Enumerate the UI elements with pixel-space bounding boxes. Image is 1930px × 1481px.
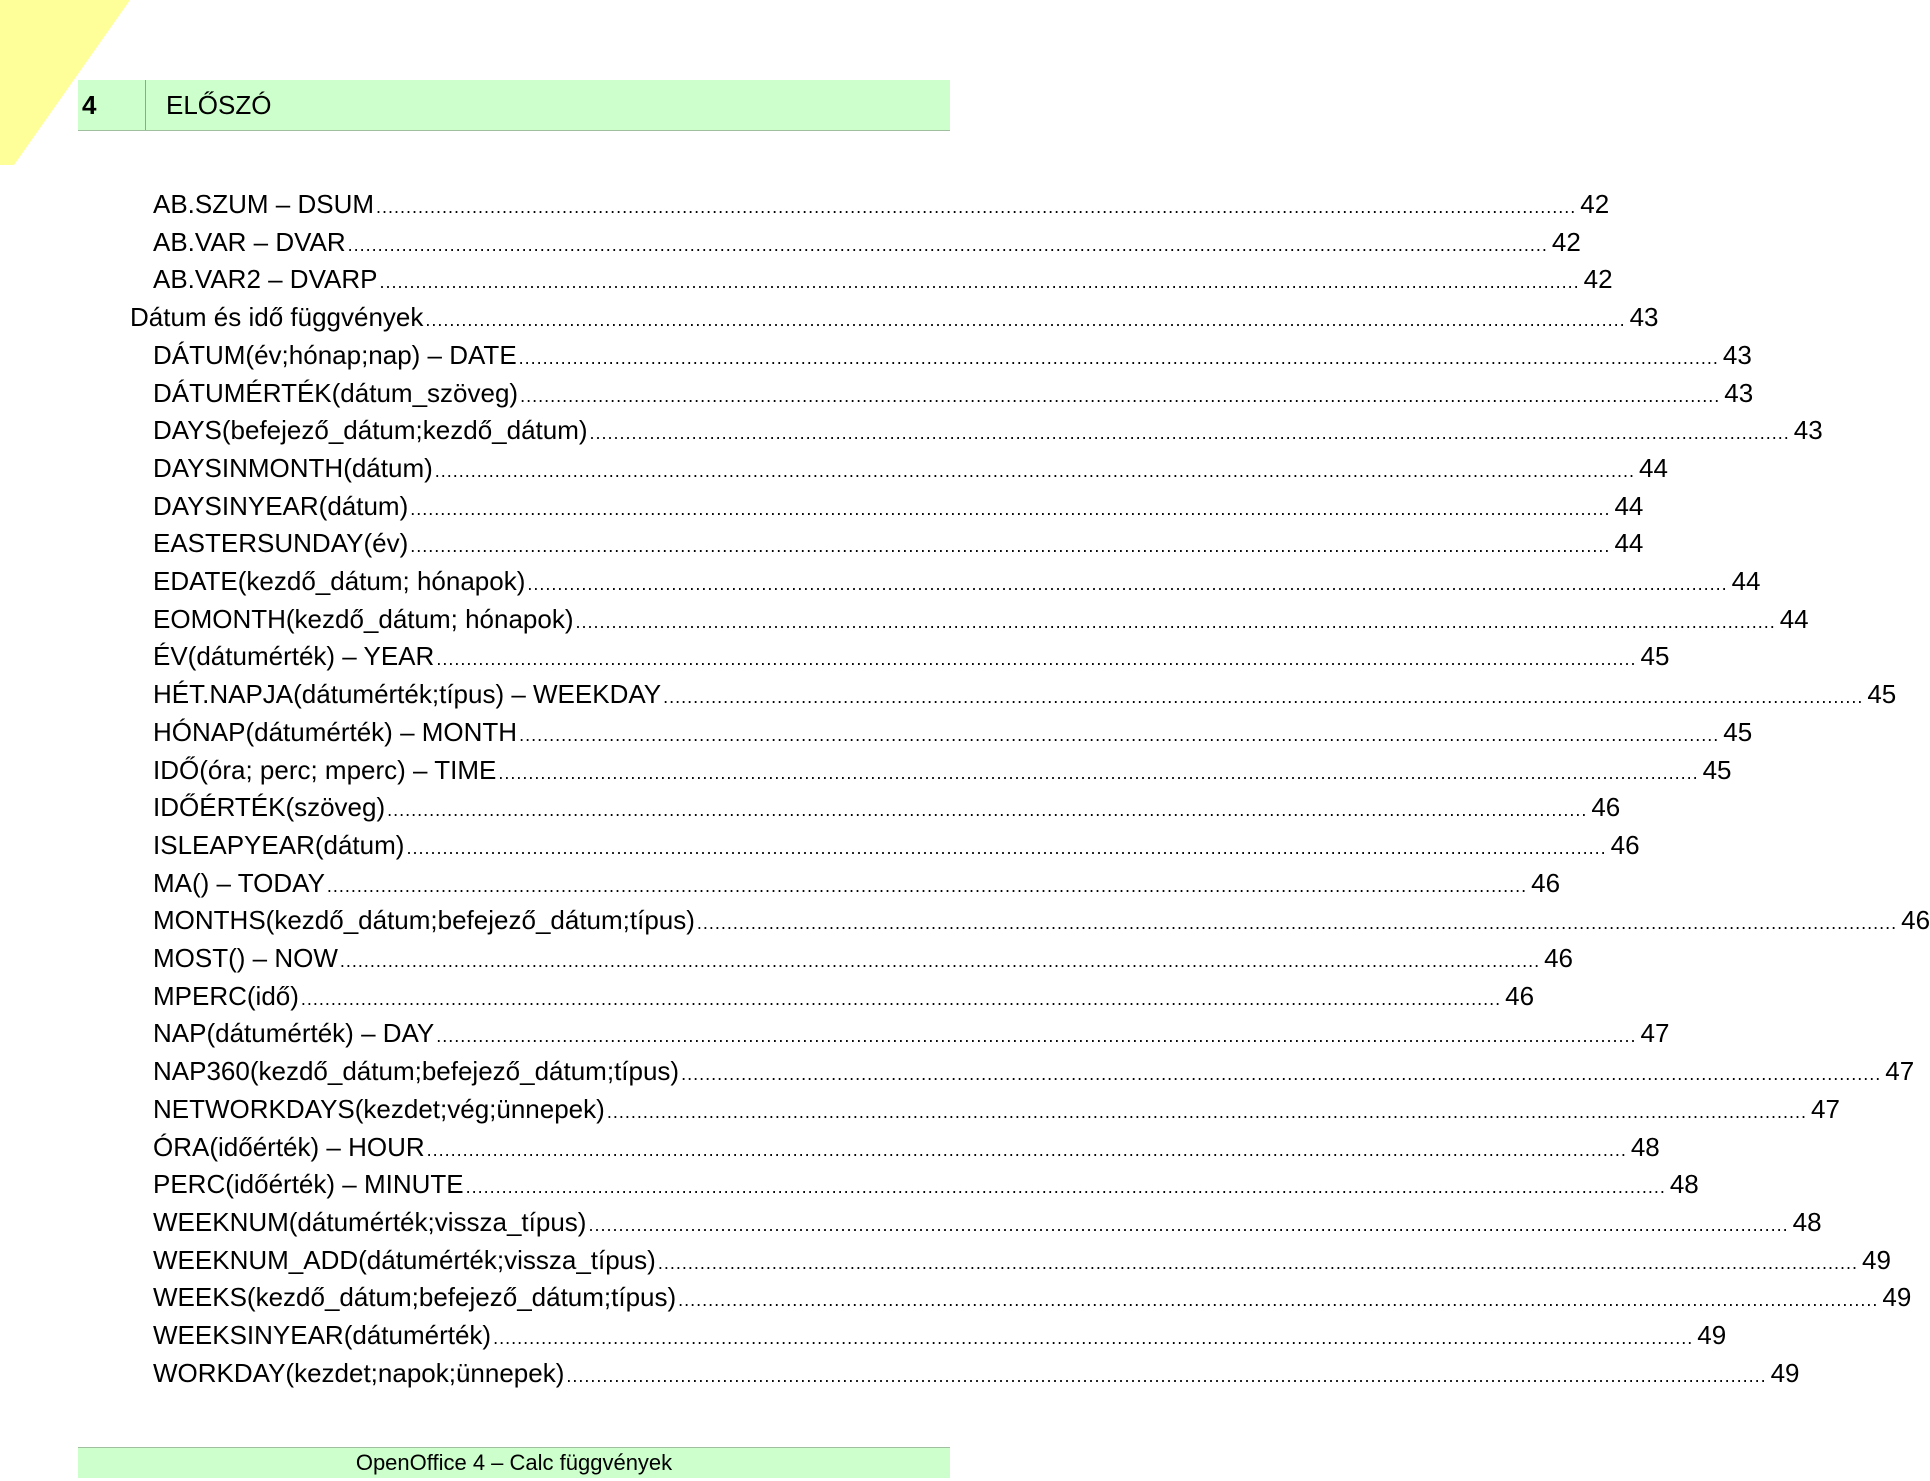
toc-entry-label: DÁTUM(év;hónap;nap) – DATE — [153, 340, 517, 370]
toc-entry[interactable] — [153, 789, 1621, 826]
toc-entry[interactable] — [153, 1204, 1822, 1241]
toc-entry-page: 49 — [1770, 1358, 1800, 1388]
toc-dot-leader: ........................................................................................................................................................................................................ — [410, 536, 1611, 556]
toc-dot-leader: ........................................................................................................................................................................................................ — [379, 272, 1580, 292]
toc-entry-label: MONTHS(kezdő_dátum;befejező_dátum;típus) — [153, 905, 695, 935]
footer-text: OpenOffice 4 – Calc függvények — [355, 1450, 673, 1475]
toc-entry[interactable] — [153, 1015, 1670, 1052]
toc-entry-label: AB.VAR – DVAR — [153, 227, 346, 257]
toc-entry-label: ISLEAPYEAR(dátum) — [153, 830, 405, 860]
toc-entry[interactable] — [153, 450, 1668, 487]
toc-entry-page: 45 — [1640, 641, 1670, 671]
toc-entry[interactable] — [153, 224, 1581, 261]
toc-dot-leader: ........................................................................................................................................................................................................ — [465, 1177, 1666, 1197]
toc-entry-label: HÉT.NAPJA(dátumérték;típus) – WEEKDAY — [153, 679, 662, 709]
toc-entry[interactable] — [153, 1355, 1800, 1392]
toc-dot-leader: ........................................................................................................................................................................................................ — [406, 838, 1607, 858]
toc-entry-page: 47 — [1811, 1094, 1840, 1124]
toc-dot-leader: ........................................................................................................................................................................................................ — [575, 612, 1776, 632]
toc-entry[interactable] — [153, 714, 1753, 751]
toc-entry-page: 42 — [1583, 264, 1613, 294]
toc-entry-label: WEEKSINYEAR(dátumérték) — [153, 1320, 492, 1350]
toc-entry[interactable] — [153, 902, 1930, 939]
toc-entry-page: 48 — [1630, 1132, 1660, 1162]
toc-entry[interactable] — [153, 1317, 1727, 1354]
toc-entry-page: 44 — [1731, 566, 1761, 596]
toc-dot-leader: ........................................................................................................................................................................................................ — [434, 461, 1635, 481]
toc-entry-page: 44 — [1614, 528, 1644, 558]
toc-entry-page: 44 — [1779, 604, 1809, 634]
toc-entry[interactable] — [153, 261, 1613, 298]
toc-entry[interactable] — [130, 299, 1659, 336]
toc-entry[interactable] — [153, 1091, 1840, 1128]
toc-entry-page: 46 — [1901, 905, 1930, 935]
toc-dot-leader: ........................................................................................................................................................................................................ — [498, 763, 1699, 783]
toc-dot-leader: ........................................................................................................................................................................................................ — [426, 1140, 1627, 1160]
toc-dot-leader: ........................................................................................................................................................................................................ — [588, 1215, 1789, 1235]
toc-dot-leader: ........................................................................................................................................................................................................ — [518, 348, 1719, 368]
toc-dot-leader: ........................................................................................................................................................................................................ — [326, 876, 1528, 896]
toc-entry[interactable] — [153, 563, 1761, 600]
toc-dot-leader: ........................................................................................................................................................................................................ — [696, 913, 1898, 933]
toc-entry-label: NAP(dátumérték) – DAY — [153, 1018, 435, 1048]
toc-entry-label: AB.SZUM – DSUM — [153, 189, 375, 219]
toc-entry[interactable] — [153, 940, 1573, 977]
toc-entry-label: IDŐÉRTÉK(szöveg) — [153, 792, 386, 822]
toc-dot-leader: ........................................................................................................................................................................................................ — [376, 197, 1577, 217]
toc-entry[interactable] — [153, 1129, 1660, 1166]
toc-entry[interactable] — [153, 1053, 1915, 1090]
toc-entry-page: 43 — [1793, 415, 1823, 445]
chapter-number: 4 — [78, 80, 146, 130]
toc-entry-page: 47 — [1885, 1056, 1915, 1086]
toc-dot-leader: ........................................................................................................................................................................................................ — [300, 989, 1502, 1009]
toc-entry-page: 45 — [1702, 755, 1732, 785]
toc-entry-label: EDATE(kezdő_dátum; hónapok) — [153, 566, 526, 596]
toc-entry[interactable] — [153, 337, 1752, 374]
toc-entry-page: 44 — [1614, 491, 1644, 521]
toc-entry-page: 44 — [1638, 453, 1668, 483]
toc-entry[interactable] — [153, 186, 1610, 223]
toc-dot-leader: ........................................................................................................................................................................................................ — [606, 1102, 1808, 1122]
toc-entry-page: 46 — [1591, 792, 1621, 822]
toc-entry-label: IDŐ(óra; perc; mperc) – TIME — [153, 755, 497, 785]
toc-entry[interactable] — [153, 978, 1535, 1015]
toc-entry-label: DAYSINMONTH(dátum) — [153, 453, 433, 483]
toc-entry-page: 46 — [1505, 981, 1535, 1011]
chapter-header — [78, 80, 950, 131]
toc-entry-label: NAP360(kezdő_dátum;befejező_dátum;típus) — [153, 1056, 680, 1086]
toc-entry[interactable] — [153, 1242, 1891, 1279]
toc-entry-page: 42 — [1551, 227, 1581, 257]
toc-entry[interactable] — [153, 827, 1640, 864]
toc-entry-label: WEEKS(kezdő_dátum;befejező_dátum;típus) — [153, 1282, 677, 1312]
toc-entry-label: MPERC(idő) — [153, 981, 299, 1011]
toc-entry-page: 47 — [1640, 1018, 1670, 1048]
toc-entry-page: 43 — [1724, 378, 1754, 408]
toc-entry[interactable] — [153, 752, 1732, 789]
toc-entry-label: WEEKNUM(dátumérték;vissza_típus) — [153, 1207, 587, 1237]
toc-entry[interactable] — [153, 488, 1644, 525]
toc-entry-label: EASTERSUNDAY(év) — [153, 528, 409, 558]
toc-entry-label: DAYSINYEAR(dátum) — [153, 491, 409, 521]
toc-entry-label: ÓRA(időérték) – HOUR — [153, 1132, 425, 1162]
toc-entry-label: HÓNAP(dátumérték) – MONTH — [153, 717, 518, 747]
toc-entry-page: 45 — [1867, 679, 1897, 709]
toc-dot-leader: ........................................................................................................................................................................................................ — [657, 1253, 1859, 1273]
toc-entry[interactable] — [153, 525, 1644, 562]
toc-entry-label: NETWORKDAYS(kezdet;vég;ünnepek) — [153, 1094, 605, 1124]
toc-entry[interactable] — [153, 1279, 1912, 1316]
toc-entry[interactable] — [153, 865, 1561, 902]
toc-dot-leader: ........................................................................................................................................................................................................ — [681, 1064, 1882, 1084]
toc-entry-page: 45 — [1723, 717, 1753, 747]
toc-entry-label: DÁTUMÉRTÉK(dátum_szöveg) — [153, 378, 519, 408]
toc-dot-leader: ........................................................................................................................................................................................................ — [527, 574, 1728, 594]
toc-entry-page: 43 — [1629, 302, 1659, 332]
toc-entry-page: 48 — [1669, 1169, 1699, 1199]
toc-dot-leader: ........................................................................................................................................................................................................ — [589, 423, 1790, 443]
toc-entry[interactable] — [153, 638, 1670, 675]
toc-entry-label: PERC(időérték) – MINUTE — [153, 1169, 464, 1199]
toc-dot-leader: ........................................................................................................................................................................................................ — [410, 499, 1611, 519]
page-footer — [78, 1447, 950, 1478]
toc-entry-label: ÉV(dátumérték) – YEAR — [153, 641, 435, 671]
toc-dot-leader: ........................................................................................................................................................................................................ — [678, 1290, 1879, 1310]
toc-entry-page: 46 — [1544, 943, 1573, 973]
toc-entry-label: DAYS(befejező_dátum;kezdő_dátum) — [153, 415, 588, 445]
toc-dot-leader: ........................................................................................................................................................................................................ — [339, 951, 1541, 971]
toc-entry-page: 49 — [1697, 1320, 1727, 1350]
chapter-title: ELŐSZÓ — [166, 90, 272, 120]
toc-dot-leader: ........................................................................................................................................................................................................ — [520, 386, 1721, 406]
toc-dot-leader: ........................................................................................................................................................................................................ — [436, 649, 1637, 669]
toc-entry-label: MA() – TODAY — [153, 868, 325, 898]
toc-entry-page: 49 — [1882, 1282, 1912, 1312]
toc-entry-page: 46 — [1531, 868, 1561, 898]
toc-dot-leader: ........................................................................................................................................................................................................ — [566, 1366, 1767, 1386]
toc-dot-leader: ........................................................................................................................................................................................................ — [436, 1026, 1637, 1046]
toc-dot-leader: ........................................................................................................................................................................................................ — [347, 235, 1548, 255]
toc-dot-leader: ........................................................................................................................................................................................................ — [387, 800, 1588, 820]
toc-entry-page: 48 — [1792, 1207, 1822, 1237]
toc-entry-label: WEEKNUM_ADD(dátumérték;vissza_típus) — [153, 1245, 656, 1275]
toc-entry[interactable] — [153, 1166, 1699, 1203]
toc-entry-page: 42 — [1580, 189, 1610, 219]
toc-entry[interactable] — [153, 676, 1897, 713]
toc-dot-leader: ........................................................................................................................................................................................................ — [425, 310, 1626, 330]
toc-entry-label: EOMONTH(kezdő_dátum; hónapok) — [153, 604, 574, 634]
toc-entry-page: 49 — [1862, 1245, 1891, 1275]
toc-entry-page: 46 — [1610, 830, 1640, 860]
toc-entry-label: AB.VAR2 – DVARP — [153, 264, 378, 294]
toc-entry[interactable] — [153, 375, 1754, 412]
toc-entry-page: 43 — [1722, 340, 1752, 370]
toc-dot-leader: ........................................................................................................................................................................................................ — [493, 1328, 1694, 1348]
toc-entry-label: WORKDAY(kezdet;napok;ünnepek) — [153, 1358, 565, 1388]
toc-entry[interactable] — [153, 601, 1809, 638]
toc-entry[interactable] — [153, 412, 1823, 449]
toc-entry-label: Dátum és idő függvények — [130, 302, 424, 332]
toc-entry-label: MOST() – NOW — [153, 943, 338, 973]
toc-dot-leader: ........................................................................................................................................................................................................ — [663, 687, 1864, 707]
toc-dot-leader: ........................................................................................................................................................................................................ — [519, 725, 1720, 745]
